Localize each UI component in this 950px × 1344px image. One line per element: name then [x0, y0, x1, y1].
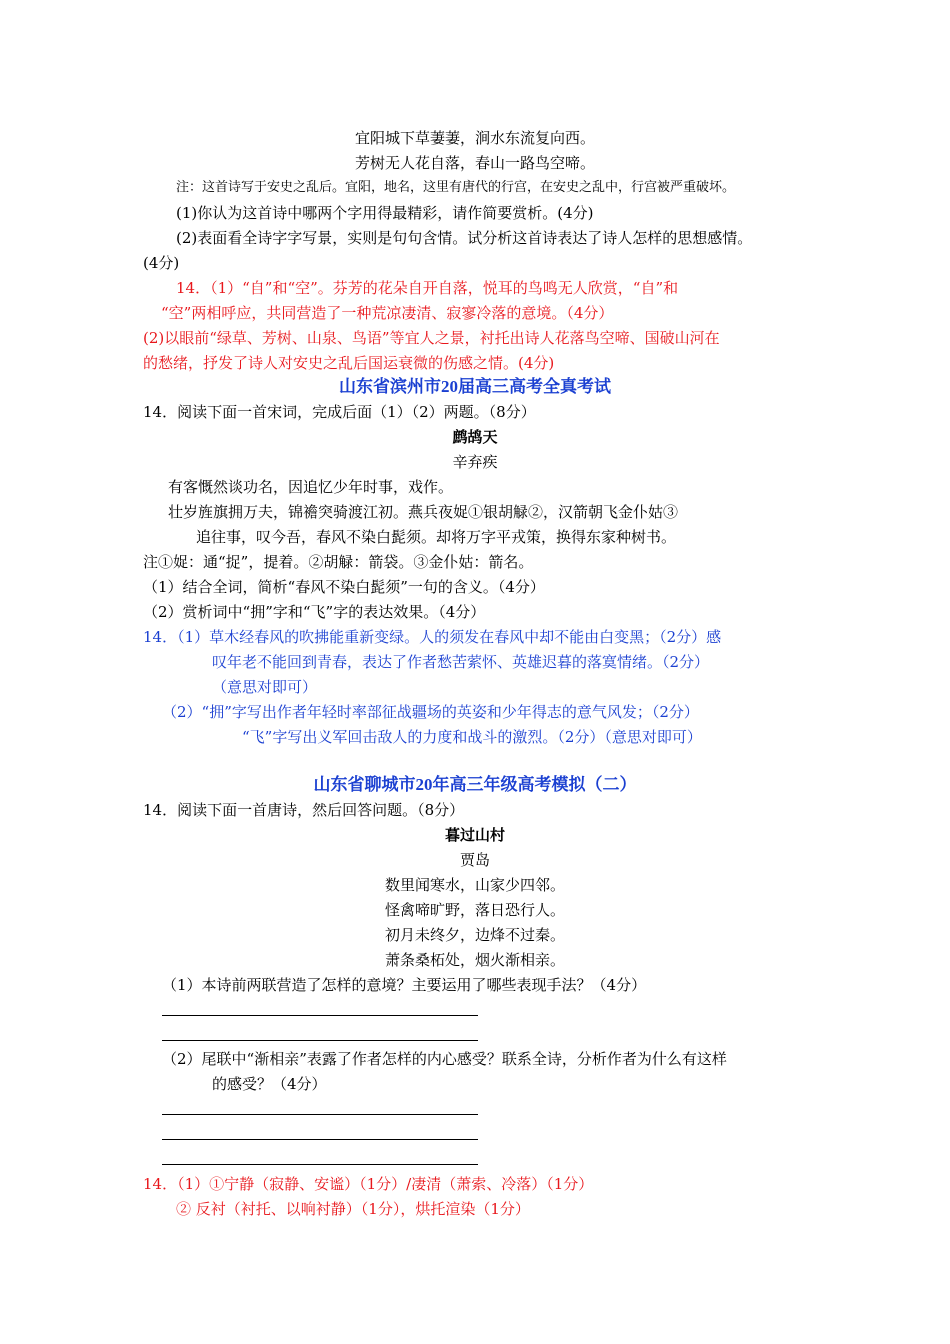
answer-line[interactable]: [162, 1040, 478, 1041]
question-text: (2)表面看全诗字字写景，实则是句句含情。试分析这首诗表达了诗人怎样的思想感情。: [176, 229, 753, 247]
question-text: (1)你认为这首诗中哪两个字用得最精彩，请作简要赏析。(4分): [176, 204, 594, 222]
answer-text: （意思对即可）: [212, 678, 318, 696]
poem-line: 数里闻寒水，山家少四邻。: [384, 876, 565, 894]
poem-notes: 注①娖：通“捉”，提着。②胡觮：箭袋。③金仆姑：箭名。: [143, 553, 534, 571]
question-intro: 14．阅读下面一首宋词，完成后面（1）（2）两题。（8分）: [143, 403, 536, 421]
poem-line: 宜阳城下草萋萋，涧水东流复向西。: [354, 129, 595, 147]
poem-author: 贾岛: [459, 851, 490, 869]
section-heading: 山东省聊城市20年高三年级高考模拟（二）: [313, 775, 637, 794]
poem-note: 注：这首诗写于安史之乱后。宜阳，地名，这里有唐代的行宫，在安史之乱中，行宫被严重破坏。: [176, 180, 736, 195]
answer-text: 14．（1）“自”和“空”。芬芳的花朵自开自落，悦耳的鸟鸣无人欣赏，“自”和: [176, 279, 679, 297]
poem-author: 辛弃疾: [452, 453, 498, 471]
question-intro: 14．阅读下面一首唐诗，然后回答问题。（8分）: [143, 801, 465, 819]
section-heading: 山东省滨州市20届高三高考全真考试: [339, 377, 611, 396]
answer-text: （2）“拥”字写出作者年轻时率部征战疆场的英姿和少年得志的意气风发；（2分）: [162, 703, 699, 721]
answer-text: 叹年老不能回到青春，表达了作者愁苦萦怀、英雄迟暮的落寞情绪。（2分）: [212, 653, 710, 671]
poem-title: 暮过山村: [444, 826, 505, 844]
answer-line[interactable]: [162, 1164, 478, 1165]
answer-text: ② 反衬（衬托、以响衬静）（1分），烘托渲染（1分）: [176, 1200, 530, 1218]
answer-text: 14．（1）①宁静（寂静、安谧）（1分）/凄清（萧索、冷落）（1分）: [143, 1175, 594, 1193]
answer-text: “飞”字写出义军回击敌人的力度和战斗的激烈。（2分）（意思对即可）: [242, 728, 702, 746]
poem-preface: 有客慨然谈功名，因追忆少年时事，戏作。: [168, 478, 454, 496]
poem-line: 萧条桑柘处，烟火渐相亲。: [384, 951, 565, 969]
answer-text: “空”两相呼应，共同营造了一种荒凉凄清、寂寥冷落的意境。（4分）: [161, 304, 614, 322]
question-text: （2）赏析词中“拥”字和“飞”字的表达效果。（4分）: [143, 603, 486, 621]
answer-text: 14．（1）草木经春风的吹拂能重新变绿。人的须发在春风中却不能由白变黑；（2分）感: [143, 628, 722, 646]
poem-line: 怪禽啼旷野，落日恐行人。: [384, 901, 565, 919]
question-text: （1）本诗前两联营造了怎样的意境？主要运用了哪些表现手法？（4分）: [162, 976, 647, 994]
answer-line[interactable]: [162, 1114, 478, 1115]
answer-text: (2)以眼前“绿草、芳树、山泉、鸟语”等宜人之景，衬托出诗人花落鸟空啼、国破山河在: [143, 329, 720, 347]
poem-line: 壮岁旌旗拥万夫，锦襜突骑渡江初。燕兵夜娖①银胡觮②，汉箭朝飞金仆姑③: [168, 503, 679, 521]
poem-line: 芳树无人花自落，春山一路鸟空啼。: [354, 154, 595, 172]
answer-line[interactable]: [162, 1015, 478, 1016]
poem-title: 鹧鸪天: [452, 428, 498, 446]
question-text: (4分): [143, 254, 180, 272]
poem-line: 初月未终夕，边烽不过秦。: [384, 926, 565, 944]
answer-text: 的愁绪，抒发了诗人对安史之乱后国运衰微的伤感之情。(4分): [143, 354, 555, 372]
question-text: （2）尾联中“渐相亲”表露了作者怎样的内心感受？联系全诗，分析作者为什么有这样: [162, 1050, 727, 1068]
question-text: 的感受？（4分）: [212, 1075, 327, 1093]
answer-line[interactable]: [162, 1139, 478, 1140]
question-text: （1）结合全词，简析“春风不染白髭须”一句的含义。（4分）: [143, 578, 545, 596]
poem-line: 追往事，叹今吾，春风不染白髭须。却将万字平戎策，换得东家种树书。: [196, 528, 677, 546]
